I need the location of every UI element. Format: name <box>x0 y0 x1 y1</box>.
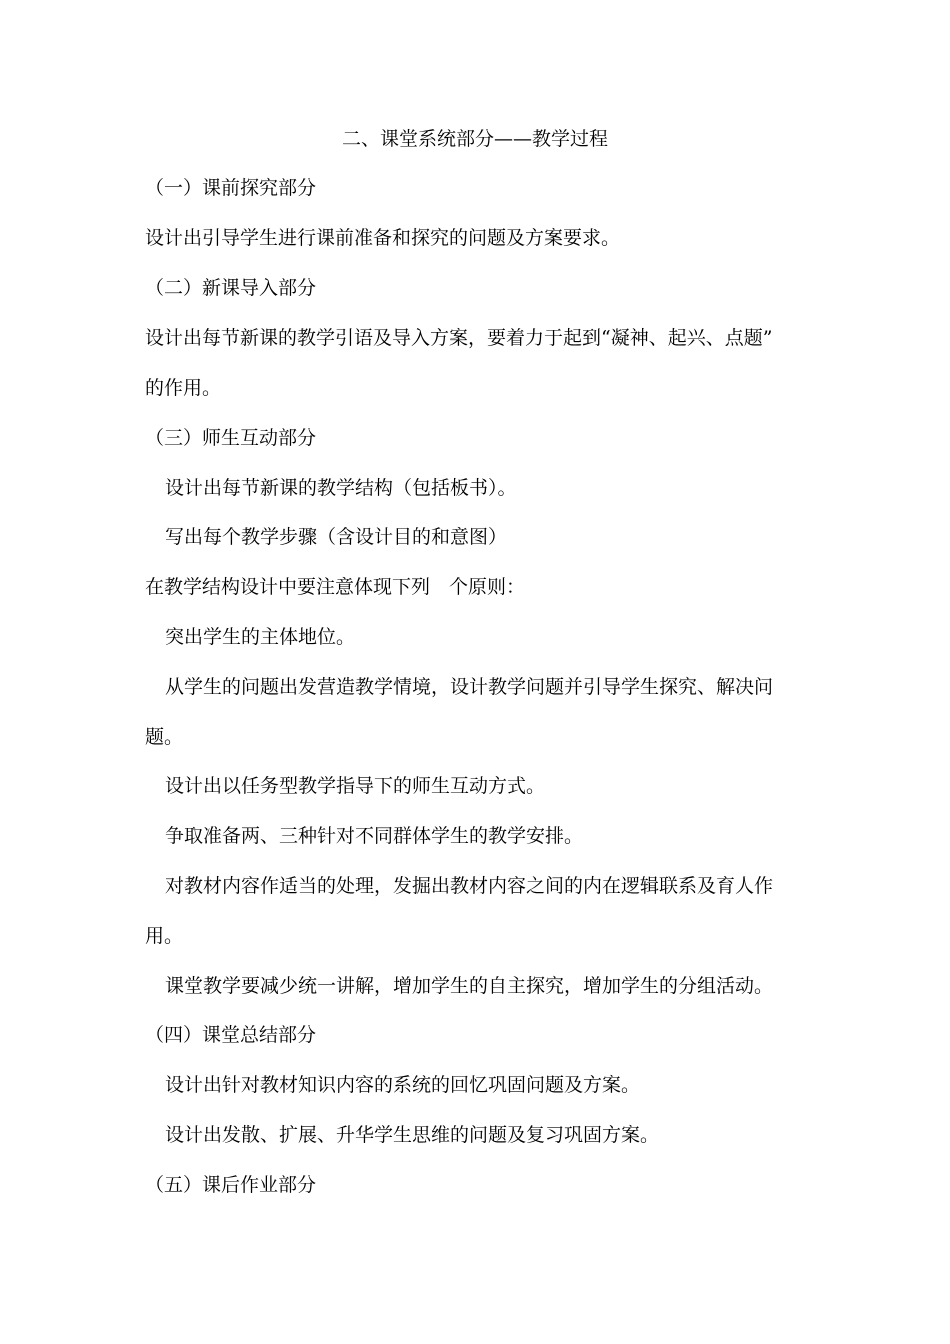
list-item-continuation: 用。 <box>145 925 184 947</box>
list-item: 突出学生的主体地位。 <box>165 626 356 648</box>
paragraph: 设计出发散、扩展、升华学生思维的问题及复习巩固方案。 <box>165 1124 660 1146</box>
paragraph: 设计出引导学生进行课前准备和探究的问题及方案要求。 <box>145 227 621 249</box>
page-title: 二、课堂系统部分——教学过程 <box>341 128 608 150</box>
section-heading: （五）课后作业部分 <box>145 1174 317 1196</box>
paragraph: 设计出每节新课的教学结构（包括板书）。 <box>165 477 517 499</box>
paragraph: 设计出针对教材知识内容的系统的回忆巩固问题及方案。 <box>165 1074 641 1096</box>
section-heading: （三）师生互动部分 <box>145 427 317 449</box>
list-item: 争取准备两、三种针对不同群体学生的教学安排。 <box>165 825 584 847</box>
paragraph: 在教学结构设计中要注意体现下列 个原则： <box>145 576 526 598</box>
list-item: 从学生的问题出发营造教学情境，设计教学问题并引导学生探究、解决问 <box>165 676 774 698</box>
list-item: 设计出以任务型教学指导下的师生互动方式。 <box>165 775 546 797</box>
list-item-continuation: 题。 <box>145 726 184 748</box>
section-heading: （一）课前探究部分 <box>145 177 317 199</box>
paragraph: 写出每个教学步骤（含设计目的和意图） <box>165 526 508 548</box>
list-item: 课堂教学要减少统一讲解，增加学生的自主探究，增加学生的分组活动。 <box>165 975 774 997</box>
section-heading: （四）课堂总结部分 <box>145 1024 317 1046</box>
section-heading: （二）新课导入部分 <box>145 277 317 299</box>
paragraph: 设计出每节新课的教学引语及导入方案，要着力于起到“凝神、起兴、点题” <box>145 327 773 349</box>
paragraph: 的作用。 <box>145 377 222 399</box>
list-item: 对教材内容作适当的处理，发掘出教材内容之间的内在逻辑联系及育人作 <box>165 875 774 897</box>
